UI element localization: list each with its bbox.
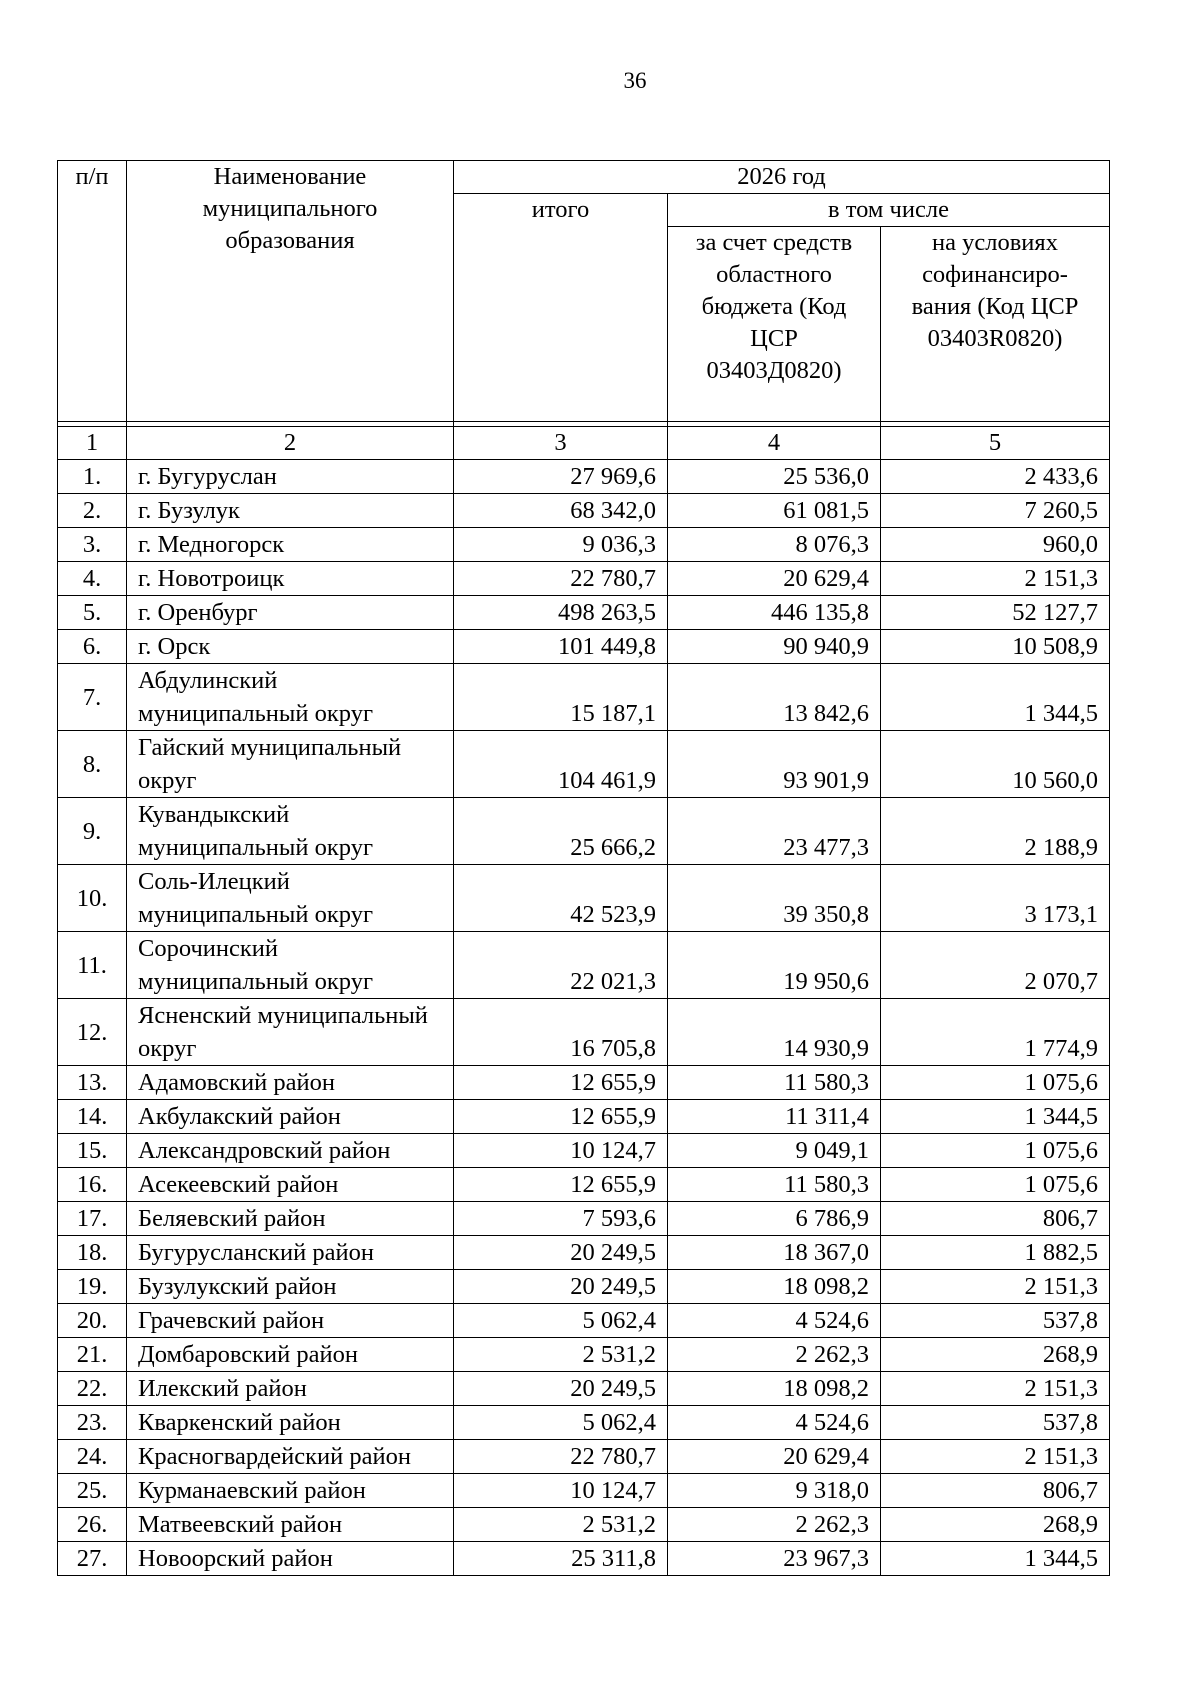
funding-table bbox=[57, 160, 1110, 1576]
row-number: 12. bbox=[58, 999, 127, 1066]
table-row bbox=[58, 630, 1110, 664]
table-row bbox=[58, 932, 1110, 999]
table-row bbox=[58, 1066, 1110, 1100]
municipality-name: Кувандыкский муниципальный округ bbox=[127, 798, 454, 865]
row-number: 22. bbox=[58, 1372, 127, 1406]
total-value: 7 593,6 bbox=[454, 1202, 668, 1236]
table-row bbox=[58, 460, 1110, 494]
row-number: 13. bbox=[58, 1066, 127, 1100]
page-number: 36 bbox=[623, 68, 647, 93]
column-index: 3 bbox=[454, 427, 668, 460]
cofinancing-value: 537,8 bbox=[881, 1406, 1110, 1440]
total-value: 12 655,9 bbox=[454, 1100, 668, 1134]
row-number: 15. bbox=[58, 1134, 127, 1168]
municipality-name: Бузулукский район bbox=[127, 1270, 454, 1304]
table-row bbox=[58, 494, 1110, 528]
row-number: 4. bbox=[58, 562, 127, 596]
row-number: 25. bbox=[58, 1474, 127, 1508]
row-number: 18. bbox=[58, 1236, 127, 1270]
municipality-name: Кваркенский район bbox=[127, 1406, 454, 1440]
cofinancing-value: 1 344,5 bbox=[881, 1100, 1110, 1134]
header-cofinancing bbox=[881, 227, 1110, 422]
municipality-name: Абдулинский муниципальный округ bbox=[127, 664, 454, 731]
table-header bbox=[58, 161, 1110, 460]
row-number: 17. bbox=[58, 1202, 127, 1236]
total-value: 5 062,4 bbox=[454, 1406, 668, 1440]
regional-budget-value: 11 580,3 bbox=[668, 1066, 881, 1100]
table-body bbox=[58, 460, 1110, 1576]
row-number: 10. bbox=[58, 865, 127, 932]
cofinancing-value: 2 433,6 bbox=[881, 460, 1110, 494]
table-row bbox=[58, 1270, 1110, 1304]
row-number: 24. bbox=[58, 1440, 127, 1474]
table-row bbox=[58, 1542, 1110, 1576]
total-value: 22 780,7 bbox=[454, 562, 668, 596]
total-value: 25 666,2 bbox=[454, 798, 668, 865]
total-value: 12 655,9 bbox=[454, 1066, 668, 1100]
table-row bbox=[58, 1202, 1110, 1236]
table-row bbox=[58, 798, 1110, 865]
table-row bbox=[58, 999, 1110, 1066]
column-index: 1 bbox=[58, 427, 127, 460]
municipality-name: Бугурусланский район bbox=[127, 1236, 454, 1270]
cofinancing-value: 10 508,9 bbox=[881, 630, 1110, 664]
total-value: 22 780,7 bbox=[454, 1440, 668, 1474]
municipality-name: г. Орск bbox=[127, 630, 454, 664]
regional-budget-value: 9 318,0 bbox=[668, 1474, 881, 1508]
municipality-name: Илекский район bbox=[127, 1372, 454, 1406]
total-value: 22 021,3 bbox=[454, 932, 668, 999]
regional-budget-value: 14 930,9 bbox=[668, 999, 881, 1066]
regional-budget-value: 18 367,0 bbox=[668, 1236, 881, 1270]
total-value: 16 705,8 bbox=[454, 999, 668, 1066]
regional-budget-value: 23 477,3 bbox=[668, 798, 881, 865]
regional-budget-value: 4 524,6 bbox=[668, 1406, 881, 1440]
cofinancing-value: 2 151,3 bbox=[881, 1440, 1110, 1474]
row-number: 1. bbox=[58, 460, 127, 494]
row-number: 7. bbox=[58, 664, 127, 731]
column-index-row bbox=[58, 427, 1110, 460]
municipality-name: г. Бугуруслан bbox=[127, 460, 454, 494]
total-value: 25 311,8 bbox=[454, 1542, 668, 1576]
header-regional-text: за счет средств областного бюджета (Код ЦСР 03403Д0820) bbox=[695, 229, 853, 384]
cofinancing-value: 2 151,3 bbox=[881, 1270, 1110, 1304]
cofinancing-value: 10 560,0 bbox=[881, 731, 1110, 798]
table-row bbox=[58, 1508, 1110, 1542]
total-value: 12 655,9 bbox=[454, 1168, 668, 1202]
cofinancing-value: 2 151,3 bbox=[881, 1372, 1110, 1406]
total-value: 104 461,9 bbox=[454, 731, 668, 798]
cofinancing-value: 1 774,9 bbox=[881, 999, 1110, 1066]
regional-budget-value: 20 629,4 bbox=[668, 562, 881, 596]
cofinancing-value: 537,8 bbox=[881, 1304, 1110, 1338]
total-value: 2 531,2 bbox=[454, 1508, 668, 1542]
cofinancing-value: 268,9 bbox=[881, 1508, 1110, 1542]
municipality-name: Соль-Илецкий муниципальный округ bbox=[127, 865, 454, 932]
cofinancing-value: 1 075,6 bbox=[881, 1168, 1110, 1202]
cofinancing-value: 1 344,5 bbox=[881, 1542, 1110, 1576]
total-value: 10 124,7 bbox=[454, 1474, 668, 1508]
header-regional bbox=[668, 227, 881, 422]
municipality-name: Грачевский район bbox=[127, 1304, 454, 1338]
total-value: 15 187,1 bbox=[454, 664, 668, 731]
row-number: 16. bbox=[58, 1168, 127, 1202]
municipality-name: Ясненский муниципальный округ bbox=[127, 999, 454, 1066]
municipality-name: Матвеевский район bbox=[127, 1508, 454, 1542]
regional-budget-value: 93 901,9 bbox=[668, 731, 881, 798]
regional-budget-value: 90 940,9 bbox=[668, 630, 881, 664]
cofinancing-value: 806,7 bbox=[881, 1202, 1110, 1236]
municipality-name: Сорочинский муниципальный округ bbox=[127, 932, 454, 999]
regional-budget-value: 9 049,1 bbox=[668, 1134, 881, 1168]
column-index: 5 bbox=[881, 427, 1110, 460]
total-value: 68 342,0 bbox=[454, 494, 668, 528]
municipality-name: Курманаевский район bbox=[127, 1474, 454, 1508]
row-number: 8. bbox=[58, 731, 127, 798]
municipality-name: Беляевский район bbox=[127, 1202, 454, 1236]
municipality-name: Гайский муниципальный округ bbox=[127, 731, 454, 798]
regional-budget-value: 13 842,6 bbox=[668, 664, 881, 731]
regional-budget-value: 446 135,8 bbox=[668, 596, 881, 630]
total-value: 2 531,2 bbox=[454, 1338, 668, 1372]
regional-budget-value: 19 950,6 bbox=[668, 932, 881, 999]
cofinancing-value: 806,7 bbox=[881, 1474, 1110, 1508]
row-number: 27. bbox=[58, 1542, 127, 1576]
total-value: 10 124,7 bbox=[454, 1134, 668, 1168]
cofinancing-value: 2 151,3 bbox=[881, 562, 1110, 596]
total-value: 20 249,5 bbox=[454, 1372, 668, 1406]
row-number: 9. bbox=[58, 798, 127, 865]
regional-budget-value: 25 536,0 bbox=[668, 460, 881, 494]
header-name-text: Наименование муниципального образования bbox=[202, 163, 378, 254]
total-value: 5 062,4 bbox=[454, 1304, 668, 1338]
municipality-name: Новоорский район bbox=[127, 1542, 454, 1576]
row-number: 3. bbox=[58, 528, 127, 562]
cofinancing-value: 2 188,9 bbox=[881, 798, 1110, 865]
header-cofinancing-text: на условиях софинансиро-вания (Код ЦСР 03403R0820) bbox=[911, 229, 1079, 352]
table-row bbox=[58, 1440, 1110, 1474]
table-row bbox=[58, 1100, 1110, 1134]
total-value: 20 249,5 bbox=[454, 1270, 668, 1304]
column-index: 2 bbox=[127, 427, 454, 460]
regional-budget-value: 6 786,9 bbox=[668, 1202, 881, 1236]
regional-budget-value: 61 081,5 bbox=[668, 494, 881, 528]
row-number: 6. bbox=[58, 630, 127, 664]
regional-budget-value: 18 098,2 bbox=[668, 1270, 881, 1304]
row-number: 2. bbox=[58, 494, 127, 528]
cofinancing-value: 2 070,7 bbox=[881, 932, 1110, 999]
table-row bbox=[58, 562, 1110, 596]
regional-budget-value: 2 262,3 bbox=[668, 1338, 881, 1372]
table-row bbox=[58, 596, 1110, 630]
table-row bbox=[58, 528, 1110, 562]
regional-budget-value: 20 629,4 bbox=[668, 1440, 881, 1474]
table-row bbox=[58, 1236, 1110, 1270]
row-number: 5. bbox=[58, 596, 127, 630]
cofinancing-value: 1 075,6 bbox=[881, 1066, 1110, 1100]
cofinancing-value: 268,9 bbox=[881, 1338, 1110, 1372]
header-including: в том числе bbox=[668, 194, 1110, 227]
cofinancing-value: 1 075,6 bbox=[881, 1134, 1110, 1168]
municipality-name: Адамовский район bbox=[127, 1066, 454, 1100]
cofinancing-value: 52 127,7 bbox=[881, 596, 1110, 630]
total-value: 20 249,5 bbox=[454, 1236, 668, 1270]
regional-budget-value: 23 967,3 bbox=[668, 1542, 881, 1576]
total-value: 42 523,9 bbox=[454, 865, 668, 932]
municipality-name: г. Медногорск bbox=[127, 528, 454, 562]
total-value: 498 263,5 bbox=[454, 596, 668, 630]
regional-budget-value: 2 262,3 bbox=[668, 1508, 881, 1542]
table-row bbox=[58, 664, 1110, 731]
municipality-name: Домбаровский район bbox=[127, 1338, 454, 1372]
row-number: 19. bbox=[58, 1270, 127, 1304]
table-row bbox=[58, 1168, 1110, 1202]
header-name bbox=[127, 161, 454, 422]
table-row bbox=[58, 1406, 1110, 1440]
cofinancing-value: 3 173,1 bbox=[881, 865, 1110, 932]
regional-budget-value: 11 580,3 bbox=[668, 1168, 881, 1202]
table-row bbox=[58, 1338, 1110, 1372]
municipality-name: г. Оренбург bbox=[127, 596, 454, 630]
municipality-name: Акбулакский район bbox=[127, 1100, 454, 1134]
regional-budget-value: 11 311,4 bbox=[668, 1100, 881, 1134]
table-row bbox=[58, 1134, 1110, 1168]
table-row bbox=[58, 1474, 1110, 1508]
cofinancing-value: 7 260,5 bbox=[881, 494, 1110, 528]
row-number: 23. bbox=[58, 1406, 127, 1440]
total-value: 9 036,3 bbox=[454, 528, 668, 562]
municipality-name: Александровский район bbox=[127, 1134, 454, 1168]
row-number: 20. bbox=[58, 1304, 127, 1338]
total-value: 101 449,8 bbox=[454, 630, 668, 664]
column-index: 4 bbox=[668, 427, 881, 460]
total-value: 27 969,6 bbox=[454, 460, 668, 494]
regional-budget-value: 18 098,2 bbox=[668, 1372, 881, 1406]
regional-budget-value: 8 076,3 bbox=[668, 528, 881, 562]
municipality-name: Красногвардейский район bbox=[127, 1440, 454, 1474]
table-row bbox=[58, 1372, 1110, 1406]
municipality-name: Асекеевский район bbox=[127, 1168, 454, 1202]
regional-budget-value: 4 524,6 bbox=[668, 1304, 881, 1338]
row-number: 26. bbox=[58, 1508, 127, 1542]
table-row bbox=[58, 731, 1110, 798]
cofinancing-value: 1 344,5 bbox=[881, 664, 1110, 731]
municipality-name: г. Новотроицк bbox=[127, 562, 454, 596]
table-row bbox=[58, 1304, 1110, 1338]
municipality-name: г. Бузулук bbox=[127, 494, 454, 528]
row-number: 11. bbox=[58, 932, 127, 999]
header-total: итого bbox=[454, 194, 668, 422]
row-number: 14. bbox=[58, 1100, 127, 1134]
cofinancing-value: 1 882,5 bbox=[881, 1236, 1110, 1270]
row-number: 21. bbox=[58, 1338, 127, 1372]
header-year: 2026 год bbox=[454, 161, 1110, 194]
header-num: п/п bbox=[58, 161, 127, 422]
regional-budget-value: 39 350,8 bbox=[668, 865, 881, 932]
cofinancing-value: 960,0 bbox=[881, 528, 1110, 562]
table-row bbox=[58, 865, 1110, 932]
